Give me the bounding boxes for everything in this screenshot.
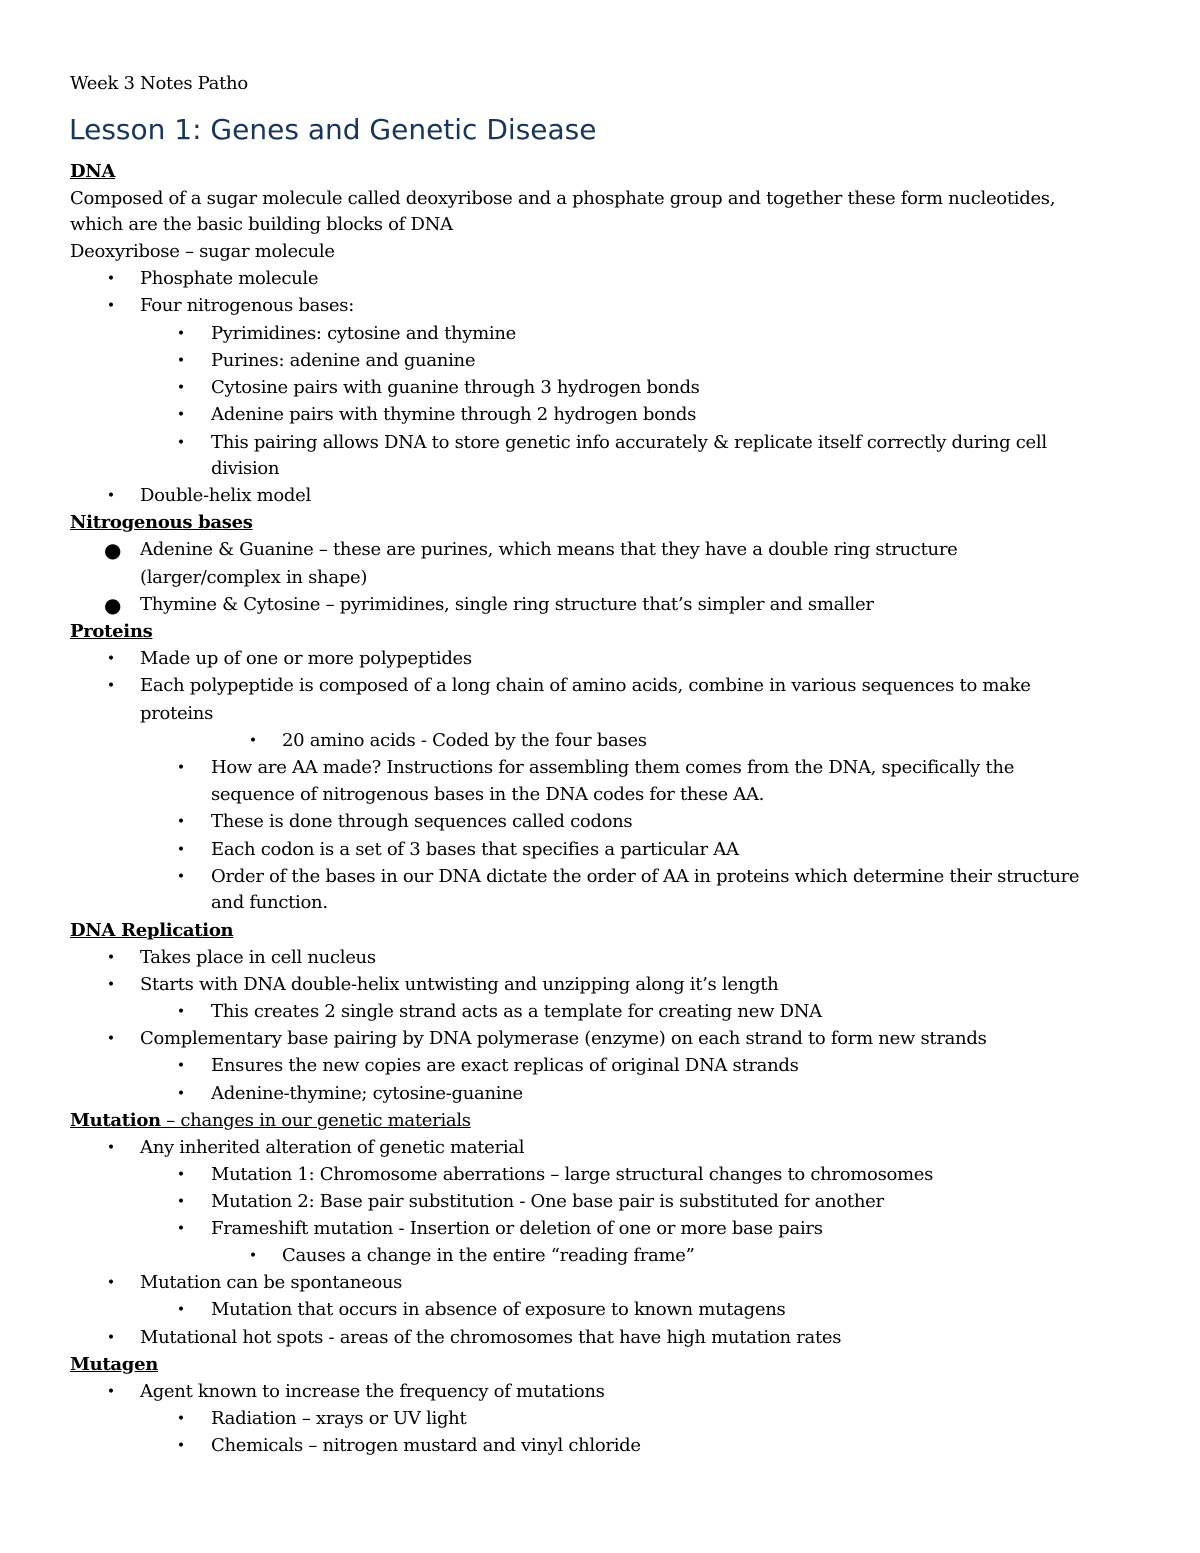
list-item: Phosphate molecule	[140, 268, 319, 289]
bullet-icon: •	[106, 298, 116, 314]
bullet-icon: •	[176, 842, 186, 858]
bullet-icon: •	[176, 326, 186, 342]
bullet-icon: •	[176, 1411, 186, 1427]
bullet-icon: •	[176, 869, 186, 885]
bullet-icon: •	[106, 1031, 116, 1047]
list-item: How are AA made? Instructions for assembling them comes from the DNA, specifically the	[211, 757, 1015, 778]
bullet-icon: •	[176, 1194, 186, 1210]
list-item: Chemicals – nitrogen mustard and vinyl chloride	[211, 1435, 641, 1456]
bullet-icon: •	[106, 488, 116, 504]
bullet-icon: •	[248, 733, 258, 749]
section-heading-mutation: Mutation	[70, 1110, 161, 1131]
list-item-continuation: division	[211, 458, 280, 479]
bullet-icon: •	[176, 353, 186, 369]
bullet-icon: •	[176, 435, 186, 451]
bullet-icon: •	[106, 678, 116, 694]
paragraph-line: Deoxyribose – sugar molecule	[70, 241, 335, 262]
bullet-icon: •	[106, 271, 116, 287]
list-item: Agent known to increase the frequency of mutations	[140, 1381, 605, 1402]
document-header: Week 3 Notes Patho	[70, 73, 248, 94]
section-heading-proteins: Proteins	[70, 621, 153, 642]
list-item: Mutation 1: Chromosome aberrations – large structural changes to chromosomes	[211, 1164, 934, 1185]
list-item: 20 amino acids - Coded by the four bases	[282, 730, 647, 751]
list-item: Four nitrogenous bases:	[140, 295, 354, 316]
list-item: Order of the bases in our DNA dictate the order of AA in proteins which determine their structure	[211, 866, 1080, 887]
bullet-icon: •	[176, 760, 186, 776]
bullet-icon: •	[106, 651, 116, 667]
list-item-continuation: (larger/complex in shape)	[140, 567, 368, 588]
list-item: Starts with DNA double-helix untwisting and unzipping along it’s length	[140, 974, 779, 995]
list-item-continuation: and function.	[211, 892, 328, 913]
list-item: Causes a change in the entire “reading frame”	[282, 1245, 695, 1266]
list-item: Cytosine pairs with guanine through 3 hydrogen bonds	[211, 377, 700, 398]
bullet-icon: •	[106, 1384, 116, 1400]
list-item: Complementary base pairing by DNA polymerase (enzyme) on each strand to form new strands	[140, 1028, 987, 1049]
list-item: Adenine pairs with thymine through 2 hydrogen bonds	[211, 404, 697, 425]
bullet-icon: •	[176, 1438, 186, 1454]
section-heading-dna: DNA	[70, 161, 116, 182]
list-item: Each polypeptide is composed of a long chain of amino acids, combine in various sequences to make	[140, 675, 1031, 696]
bullet-icon: •	[106, 1140, 116, 1156]
bullet-icon: •	[106, 1275, 116, 1291]
bullet-icon: ●	[104, 593, 122, 617]
bullet-icon: •	[176, 1058, 186, 1074]
list-item: Adenine & Guanine – these are purines, which means that they have a double ring structure	[140, 539, 958, 560]
section-heading-mutagen: Mutagen	[70, 1354, 159, 1375]
bullet-icon: •	[176, 814, 186, 830]
bullet-icon: •	[176, 1004, 186, 1020]
list-item: Double-helix model	[140, 485, 311, 506]
list-item: These is done through sequences called codons	[211, 811, 633, 832]
list-item: Radiation – xrays or UV light	[211, 1408, 467, 1429]
mutation-heading-line	[70, 1108, 1160, 1134]
bullet-icon: •	[106, 1330, 116, 1346]
list-item: Takes place in cell nucleus	[140, 947, 376, 968]
list-item: This creates 2 single strand acts as a template for creating new DNA	[211, 1001, 822, 1022]
list-item: Thymine & Cytosine – pyrimidines, single ring structure that’s simpler and smaller	[140, 594, 874, 615]
list-item: Mutational hot spots - areas of the chromosomes that have high mutation rates	[140, 1327, 842, 1348]
list-item-continuation: sequence of nitrogenous bases in the DNA codes for these AA.	[211, 784, 765, 805]
list-item: Ensures the new copies are exact replicas of original DNA strands	[211, 1055, 799, 1076]
bullet-icon: •	[176, 1086, 186, 1102]
bullet-icon: •	[176, 1167, 186, 1183]
paragraph-line: which are the basic building blocks of DNA	[70, 214, 453, 235]
bullet-icon: •	[176, 380, 186, 396]
list-item: Pyrimidines: cytosine and thymine	[211, 323, 517, 344]
list-item: This pairing allows DNA to store genetic info accurately & replicate itself correctly during cell	[211, 432, 1047, 453]
list-item: Mutation can be spontaneous	[140, 1272, 403, 1293]
paragraph-line: Composed of a sugar molecule called deoxyribose and a phosphate group and together these form nucleotides,	[70, 188, 1056, 209]
list-item: Mutation that occurs in absence of exposure to known mutagens	[211, 1299, 786, 1320]
section-heading-dna-replication: DNA Replication	[70, 920, 234, 941]
list-item: Frameshift mutation - Insertion or deletion of one or more base pairs	[211, 1218, 823, 1239]
list-item: Mutation 2: Base pair substitution - One base pair is substituted for another	[211, 1191, 884, 1212]
list-item: Any inherited alteration of genetic material	[140, 1137, 525, 1158]
list-item: Adenine-thymine; cytosine-guanine	[211, 1083, 523, 1104]
list-item-continuation: proteins	[140, 703, 214, 724]
bullet-icon: •	[176, 407, 186, 423]
bullet-icon: ●	[104, 538, 122, 562]
list-item: Purines: adenine and guanine	[211, 350, 476, 371]
bullet-icon: •	[106, 950, 116, 966]
section-heading-nitrogenous-bases: Nitrogenous bases	[70, 512, 253, 533]
bullet-icon: •	[106, 977, 116, 993]
bullet-icon: •	[176, 1302, 186, 1318]
bullet-icon: •	[248, 1248, 258, 1264]
list-item: Made up of one or more polypeptides	[140, 648, 472, 669]
bullet-icon: •	[176, 1221, 186, 1237]
mutation-definition: – changes in our genetic materials	[160, 1110, 471, 1131]
lesson-title: Lesson 1: Genes and Genetic Disease	[69, 113, 597, 146]
list-item: Each codon is a set of 3 bases that specifies a particular AA	[211, 839, 739, 860]
